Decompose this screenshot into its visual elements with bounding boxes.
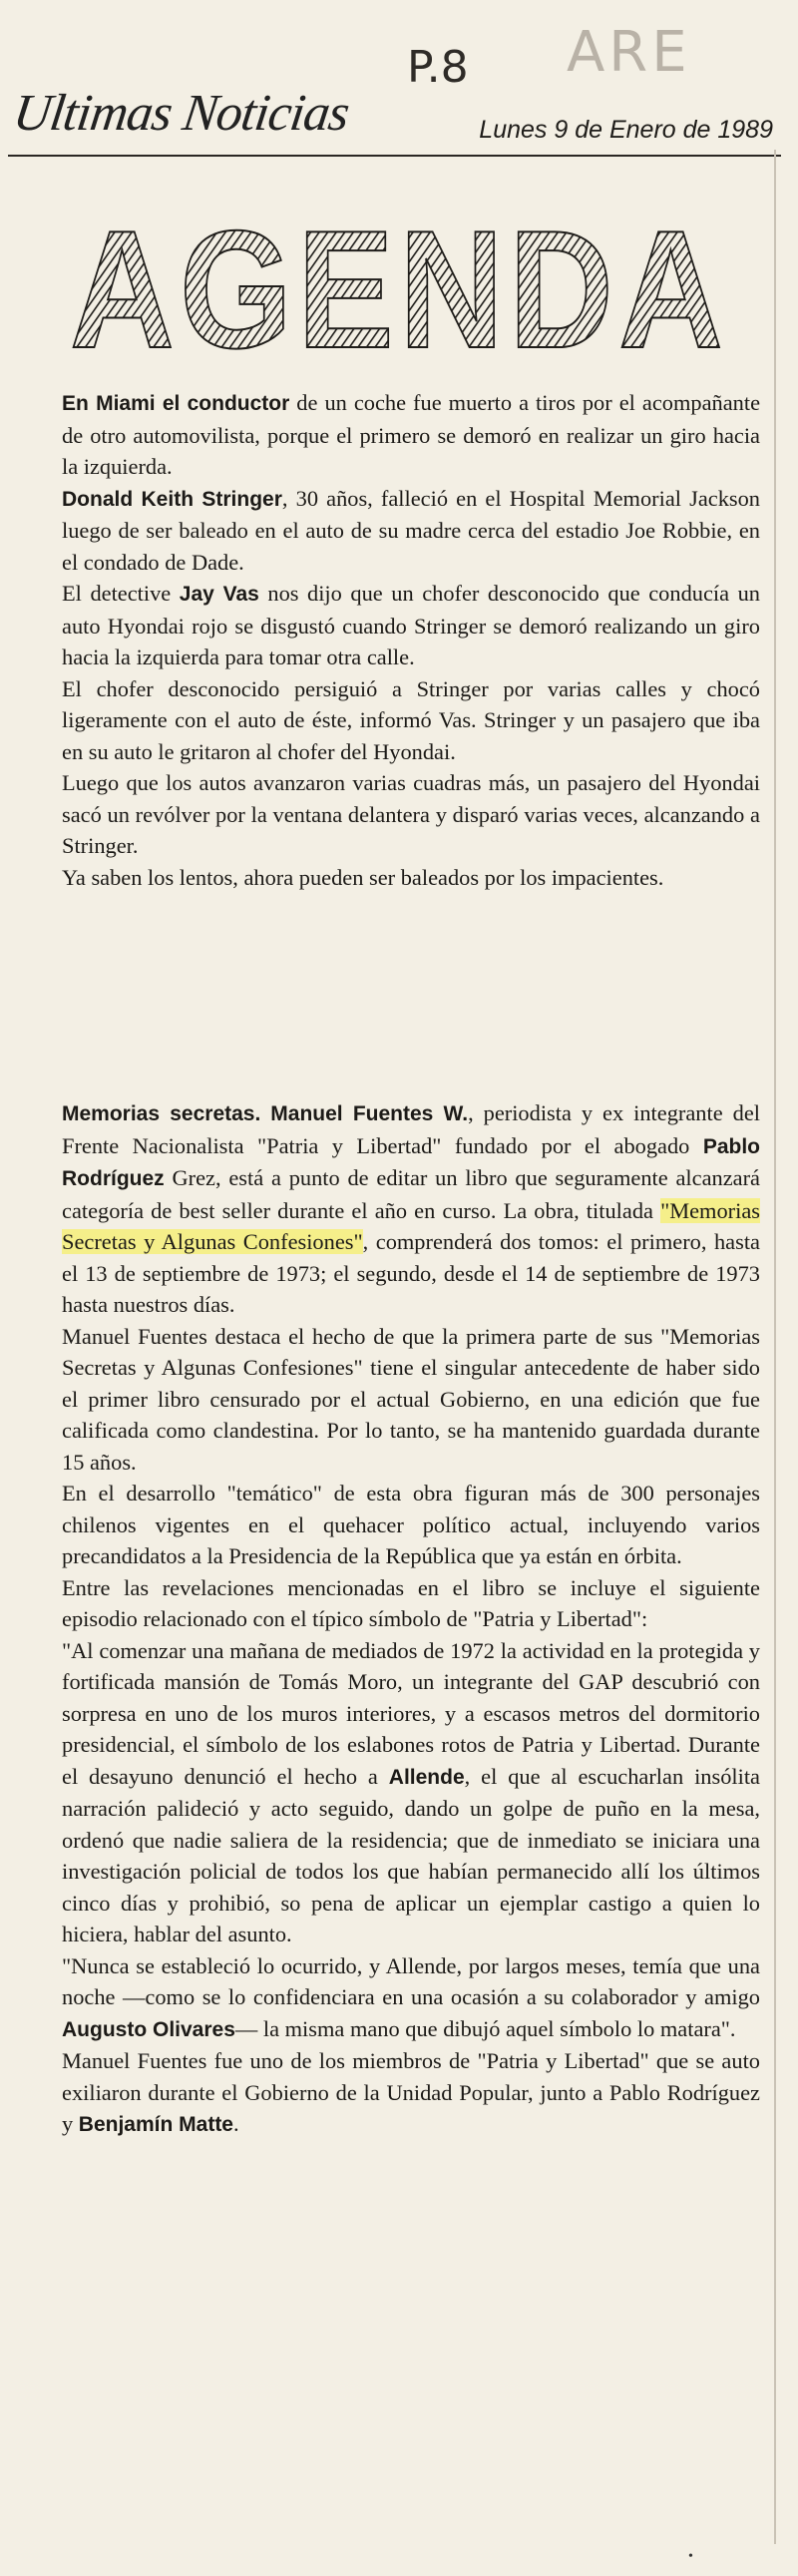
masthead	[8, 20, 781, 157]
article-paragraph	[62, 1321, 760, 1479]
person-name: Pablo Rodríguez	[62, 1134, 760, 1190]
person-name: Manuel Fuentes W.	[270, 1102, 469, 1125]
column-rule	[774, 150, 776, 2544]
text-run: de un coche fue muerto a tiros por el acompañante de otro automovilista, porque el primero se demoró en realizar un giro hacia la izquierda.	[62, 390, 761, 479]
highlighted-text: "Memorias Secretas y Algunas Confesiones"	[62, 1197, 760, 1254]
text-run: Manuel Fuentes destaca el hecho de que la primera parte de sus "Memorias Secretas y Algunas Confesiones" tiene el singular antecedente de haber sido el primer libro censurado por el actual Gobierno, en una edición que fue calificada como clandestina. Por lo tanto, se ha mantenido guardada durante 15 años.	[62, 1323, 760, 1475]
text-run: Luego que los autos avanzaron varias cuadras más, un pasajero del Hyondai sacó un revólver por la ventana delantera y disparó varias veces, alcanzando a Stringer.	[62, 770, 760, 858]
article-paragraph	[62, 578, 760, 673]
archive-stamp: ARE	[567, 20, 691, 85]
text-run: Ya saben los lentos, ahora pueden ser baleados por los impacientes.	[62, 864, 664, 890]
handwritten-page-note: P.8	[407, 42, 469, 93]
text-run: nos dijo que un chofer desconocido que conducía un auto Hyondai rojo se disgustó cuando Stringer se demoró realizando un giro hacia la izquierda para tomar otra calle.	[62, 581, 760, 669]
article-paragraph	[62, 1572, 760, 1635]
article-paragraph	[62, 1950, 760, 2046]
text-run: El detective	[62, 581, 180, 606]
article-paragraph	[62, 1478, 760, 1572]
text-run: "Nunca se estableció lo ocurrido, y Allende, por largos meses, temía que una noche —como se lo confidenciara en una ocasión a su colaborador y amigo	[62, 1952, 760, 2009]
person-name: Jay Vas	[179, 583, 259, 606]
person-name: Augusto Olivares	[62, 2017, 235, 2041]
text-run: En el desarrollo "temático" de esta obra figuran más de 300 personajes chilenos vigentes en el quehacer político actual, incluyendo varios precandidatos a la Presidencia de la República que ya están en órbita.	[62, 1481, 760, 1568]
article-paragraph	[62, 1635, 760, 1950]
text-run: "Al comenzar una mañana de mediados de 1972 la actividad en la protegida y fortificada mansión de Tomás Moro, un integrante del GAP descubrió con sorpresa en uno de los muros interiores, y a escasos metros del dormitorio presidencial, el símbolo de los eslabones rotos de Patria y Libertad. Durante el desayuno denunció el hecho a	[62, 1637, 760, 1789]
publication-date: Lunes 9 de Enero de 1989	[479, 116, 773, 144]
text-run: Entre las revelaciones mencionadas en el libro se incluye el siguiente episodio relacionado con el típico símbolo de "Patria y Libertad":	[62, 1574, 760, 1631]
text-run: , periodista y ex integrante del Frente Nacionalista "Patria y Libertad" fundado por el abogado	[62, 1100, 760, 1158]
person-name: Donald Keith Stringer	[62, 487, 282, 511]
text-run: Grez, está a punto de editar un libro que seguramente alcanzará categoría de best seller durante el año en curso. La obra, titulada	[62, 1165, 760, 1223]
article-paragraph	[62, 483, 760, 579]
article-paragraph	[62, 862, 760, 894]
article-paragraph	[62, 2045, 760, 2141]
person-name: Allende	[388, 1765, 465, 1789]
section-title-text: AGENDA	[70, 196, 728, 383]
person-name: Benjamín Matte	[78, 2113, 233, 2136]
article-lead: Memorias secretas.	[62, 1102, 261, 1125]
text-run: , 30 años, falleció en el Hospital Memorial Jackson luego de ser baleado en el auto de su madre cerca del estadio Joe Robbie, en el condado de Dade.	[62, 485, 760, 575]
section-title-agenda	[60, 196, 738, 383]
article-miami-shooting	[62, 387, 760, 893]
article-lead: En Miami el conductor	[62, 392, 290, 415]
text-run: El chofer desconocido persiguió a Stringer por varias calles y chocó ligeramente con el auto de éste, informó Vas. Stringer y un pasajero que iba en su auto le gritaron al chofer del Hyondai.	[62, 675, 760, 764]
text-run: — la misma mano que dibujó aquel símbolo lo matara".	[234, 2015, 736, 2041]
text-run: , el que al escucharlan insólita narración palideció y acto seguido, dando un golpe de puño en la mesa, ordenó que nadie saliera de la residencia; que de inmediato se iniciara una investigación policial de todos los que habían permanecido allí los últimos cinco días y prohibió, so pena de aplicar un ejemplar castigo a quien lo hiciera, hablar del asunto.	[62, 1763, 760, 1946]
text-run: Manuel Fuentes fue uno de los miembros de "Patria y Libertad" que se auto exiliaron durante el Gobierno de la Unidad Popular, junto a Pablo Rodríguez y	[62, 2048, 760, 2136]
article-paragraph	[62, 673, 760, 768]
corner-mark: •	[688, 2549, 693, 2564]
text-run: .	[233, 2111, 239, 2136]
article-memorias-secretas	[62, 1097, 760, 2141]
article-paragraph	[62, 387, 760, 483]
agenda-banner	[60, 196, 738, 383]
newspaper-logo: Ultimas Noticias	[9, 85, 353, 142]
article-paragraph	[62, 1097, 760, 1321]
article-paragraph	[62, 767, 760, 862]
text-run	[260, 1100, 270, 1125]
text-run: , comprenderá dos tomos: el primero, hasta el 13 de septiembre de 1973; el segundo, desde el 14 de septiembre de 1973 hasta nuestros días.	[62, 1229, 760, 1317]
